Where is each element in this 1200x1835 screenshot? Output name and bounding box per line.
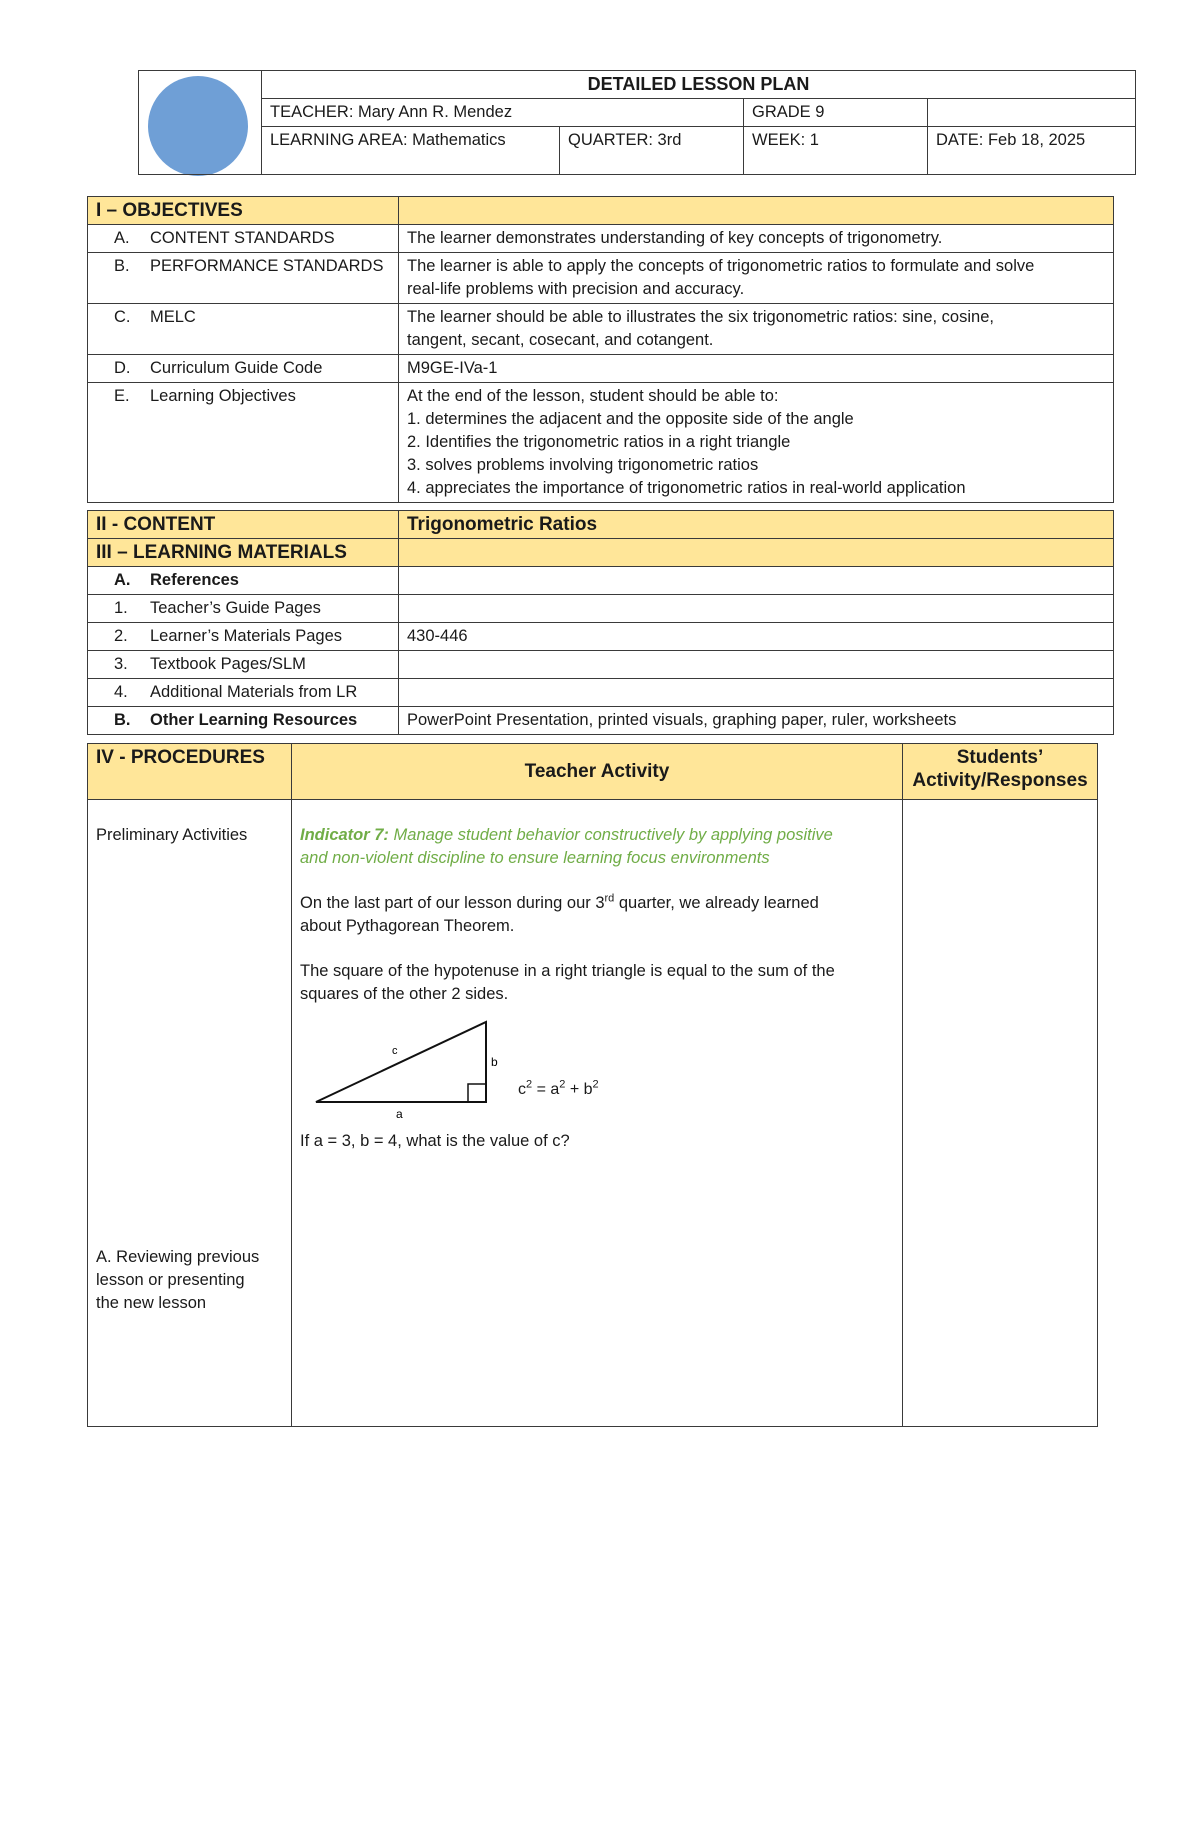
students-activity-header: Students’ Activity/Responses	[903, 744, 1098, 800]
theorem-text: The square of the hypotenuse in a right triangle is equal to the sum of the squares of the other 2 sides.	[300, 962, 835, 1003]
references-row: A. References	[88, 567, 1114, 595]
quarter: QUARTER: 3rd	[560, 127, 744, 175]
header-table	[138, 70, 1136, 175]
grade-level: GRADE 9	[744, 99, 928, 127]
material-row: 4. Additional Materials from LR	[88, 679, 1114, 707]
procedure-steps-cell	[88, 800, 292, 1427]
teacher-name: TEACHER: Mary Ann R. Mendez	[262, 99, 744, 127]
procedures-heading: IV - PROCEDURES	[88, 744, 292, 800]
students-response-cell	[903, 800, 1098, 1427]
other-resources-row: B. Other Learning Resources PowerPoint Presentation, printed visuals, graphing paper, ruler, worksheets	[88, 707, 1114, 735]
objectives-table	[87, 196, 1114, 503]
teacher-activity-header: Teacher Activity	[292, 744, 903, 800]
pythagorean-formula: $c^2 = a^2 + b^2$	[518, 1078, 599, 1098]
teacher-activity-cell	[292, 800, 903, 1427]
content-materials-table	[87, 510, 1114, 735]
triangle-figure	[300, 1010, 894, 1122]
date: DATE: Feb 18, 2025	[928, 127, 1136, 175]
material-row: 1. Teacher’s Guide Pages	[88, 595, 1114, 623]
indicator-note: Indicator 7: Manage student behavior constructively by applying positive and non-violent discipline to ensure learning focus environments	[300, 826, 833, 867]
practice-question: If a = 3, b = 4, what is the value of c?	[300, 1132, 570, 1150]
page-title: DETAILED LESSON PLAN	[262, 71, 1136, 99]
objective-row-c: C. MELC The learner should be able to illustrates the six trigonometric ratios: sine, cosine, tangent, secant, cosecant, and cotangent.	[88, 304, 1114, 355]
content-heading: II - CONTENT	[88, 511, 399, 539]
procedures-table	[87, 743, 1098, 1427]
week: WEEK: 1	[744, 127, 928, 175]
side-a-label: a	[396, 1107, 403, 1121]
preliminary-activities-label: Preliminary Activities	[96, 826, 248, 844]
content-topic: Trigonometric Ratios	[399, 511, 1114, 539]
review-label: A. Reviewing previous lesson or presenting the new lesson	[96, 1248, 260, 1312]
side-c-label: c	[392, 1045, 398, 1057]
materials-heading: III – LEARNING MATERIALS	[88, 539, 399, 567]
side-b-label: b	[491, 1055, 498, 1069]
learning-area: LEARNING AREA: Mathematics	[262, 127, 560, 175]
objective-row-d: D. Curriculum Guide Code M9GE-IVa-1	[88, 355, 1114, 383]
material-row: 3. Textbook Pages/SLM	[88, 651, 1114, 679]
objective-row-b: B. PERFORMANCE STANDARDS The learner is able to apply the concepts of trigonometric ratios to formulate and solve real-life problems with precision and accuracy.	[88, 253, 1114, 304]
objective-row-e: E. Learning Objectives At the end of the lesson, student should be able to: 1. determines the adjacent and the opposite side of the angle 2. Identifies the trigonometric ratios in a right triangle 3. solves problems involving trigonometric ratios 4. appreciates the importance of trigonometric ratios in real-world application	[88, 383, 1114, 503]
recall-text: On the last part of our lesson during our 3rd quarter, we already learned about Pythagorean Theorem.	[300, 892, 819, 935]
right-triangle-diagram	[308, 1010, 608, 1122]
objective-row-a: A. CONTENT STANDARDS The learner demonstrates understanding of key concepts of trigonometry.	[88, 225, 1114, 253]
objectives-heading: I – OBJECTIVES	[88, 197, 399, 225]
material-row: 2. Learner’s Materials Pages 430-446	[88, 623, 1114, 651]
